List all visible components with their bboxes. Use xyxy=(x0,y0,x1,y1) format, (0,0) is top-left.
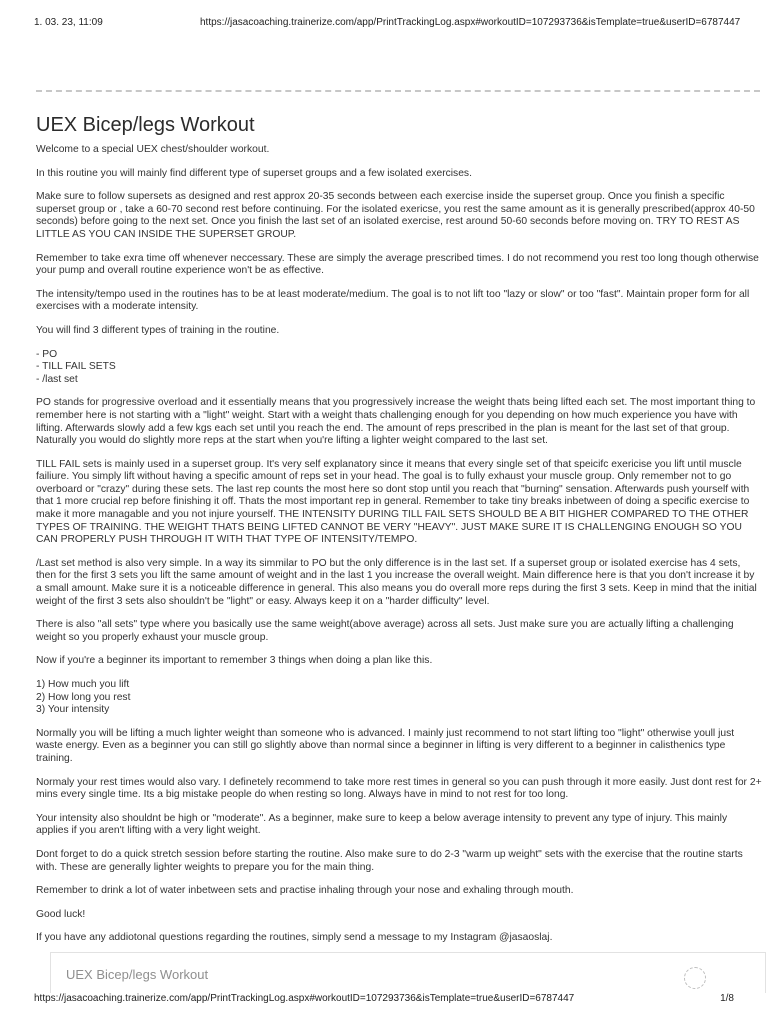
paragraph: Make sure to follow supersets as designed and rest approx 20-35 seconds between each exercise inside the superset group. Once you finish a specific superset group or , take a 60-70 second rest before continuing. For the isolated exericse, you rest the same amount as it is generally prescribed(approx 40-50 seconds) before going to the next set. Once you finish the last set of an isolated exercise, rest around 50-60 seconds before moving on. TRY TO REST AS LITTLE AS YOU CAN INSIDE THE SUPERSET GROUP. xyxy=(36,191,755,240)
paragraph: Your intensity also shouldnt be high or "moderate". As a beginner, make sure to keep a below average intensity to prevent any type of injury. This mainly applies if you aren't lifting with a very light weight. xyxy=(36,812,728,837)
paragraph: In this routine you will mainly find different type of superset groups and a few isolated exercises. xyxy=(36,167,472,179)
workout-description xyxy=(36,112,762,956)
paragraph: Remember to drink a lot of water inbetween sets and practise inhaling through your nose and exhaling through mouth. xyxy=(36,885,574,897)
paragraph: Now if you're a beginner its important to remember 3 things when doing a plan like this. xyxy=(36,655,433,667)
paragraph: You will find 3 different types of training in the routine. xyxy=(36,324,280,336)
list-item: 3) Your intensity xyxy=(36,704,110,716)
page-title: UEX Bicep/legs Workout xyxy=(36,114,255,136)
dashed-circle-check-icon[interactable] xyxy=(684,967,706,989)
paragraph: Good luck! xyxy=(36,908,86,920)
list-item: - /last set xyxy=(36,373,78,385)
paragraph: Welcome to a special UEX chest/shoulder workout. xyxy=(36,144,270,155)
print-footer xyxy=(34,993,734,1007)
workout-card[interactable] xyxy=(50,952,766,993)
paragraph: /Last set method is also very simple. In a way its simmilar to PO but the only difference is in the last set. If a superset group or isolated exercise has 4 sets, then for the first 3 sets you lift the same amount of weight and in the last 1 you increase the overall weight. Main difference here is that you don't increase it by a small amount. Make sure it is a noticeable difference in general. This also means you do overall more reps during the first 3 sets. Keep in mind that the initial weight of the first 3 sets also shouldn't be "light" or easy. Always keep it on a "harder difficulty" level. xyxy=(36,557,757,607)
paragraph: The intensity/tempo used in the routines has to be at least moderate/medium. The goal is to not lift too "lazy or slow" or too "fast". Maintain proper form for all exercises with a moderate intensity. xyxy=(36,288,750,313)
list-item: - TILL FAIL SETS xyxy=(36,361,116,373)
list-item: - PO xyxy=(36,348,58,360)
print-url: https://jasacoaching.trainerize.com/app/PrintTrackingLog.aspx#workoutID=107293736&isTemplate=true&userID=6787447 xyxy=(200,17,741,28)
page-number: 1/8 xyxy=(720,993,734,1004)
dashed-divider xyxy=(36,90,760,92)
list-item: 1) How much you lift xyxy=(36,679,130,690)
paragraph: Remember to take exra time off whenever neccessary. These are simply the average prescribed times. I do not recommend you rest too long though otherwise your pump and overall routine experience won't be as effective. xyxy=(36,252,759,277)
paragraph: There is also "all sets" type where you basically use the same weight(above average) across all sets. Just make sure you are actually lifting a challenging weight so you properly exhaust your muscle group. xyxy=(36,619,734,643)
beginner-list xyxy=(36,679,762,717)
paragraph: PO stands for progressive overload and it essentially means that you progressively increase the weight thats being lifted each set. The most important thing to remember here is not starting with a "light" weight. Start with a weight thats challenging enough for you depending on how much experience you have with lifting. Afterwards slowly add a few kgs each set until you reach the end. The amount of reps prescribed in the plan is meant for the last set of that group. Naturally you would do slightly more reps at the start when you're lifting a lighter weight compared to the last set. xyxy=(36,397,756,447)
paragraph: If you have any addiotonal questions regarding the routines, simply send a message to my Instagram @jasaoslaj. xyxy=(36,932,553,944)
list-item: 2) How long you rest xyxy=(36,691,131,703)
print-header xyxy=(34,17,741,31)
footer-url: https://jasacoaching.trainerize.com/app/PrintTrackingLog.aspx#workoutID=107293736&isTemplate=true&userID=6787447 xyxy=(34,993,575,1004)
paragraph: TILL FAIL sets is mainly used in a superset group. It's very self explanatory since it means that every single set of that speicifc exericise you lift until muscle failiure. You simply lift without having a specific amount of reps set in your head. The goal is to fully exhaust your muscle group. Only remember not to go overboard or "crazy" during these sets. The last rep counts the most here so dont stop until you reach that "burning" sensation. Afterwards push yourself with that 1 more crucial rep before finishing it off. Thats the most important rep in general. Remember to take tiny breaks inbetween of doing a specific exercise to make it more managable and you not injure yourself. THE INTENSITY DURING TILL FAIL SETS SHOULD BE A BIT HIGHER COMPARED TO THE OTHER TYPES OF TRAINING. THE WEIGHT THATS BEING LIFTED CANNOT BE VERY "HEAVY". JUST MAKE SURE IT IS CHALLENGING ENOUGH SO YOU CAN PROPERLY PUSH THROUGH IT WITH THAT TYPE OF INTENSITY/TEMPO. xyxy=(36,458,750,546)
paragraph: Normaly your rest times would also vary. I definetely recommend to take more rest times in general so you can push through it more easily. Just dont rest for 2+ mins every single time. Its a big mistake people do when resting so long. Always have in mind to not rest for too long. xyxy=(36,776,762,801)
paragraph: Dont forget to do a quick stretch session before starting the routine. Also make sure to do 2-3 "warm up weight" sets with the exercise that the routine starts with. These are generally lighter weights to prepare you for the main thing. xyxy=(36,848,743,873)
training-types-list xyxy=(36,349,762,387)
print-date: 1. 03. 23, 11:09 xyxy=(34,17,103,28)
paragraph: Normally you will be lifting a much lighter weight than someone who is advanced. I mainly just recommend to not start lifting too "light" otherwise youll just waste energy. Even as a beginner you can still go slightly above than normal since a beginner in lifting is very different to a beginner in calisthenics type training. xyxy=(36,727,735,764)
workout-card-title: UEX Bicep/legs Workout xyxy=(66,967,209,982)
